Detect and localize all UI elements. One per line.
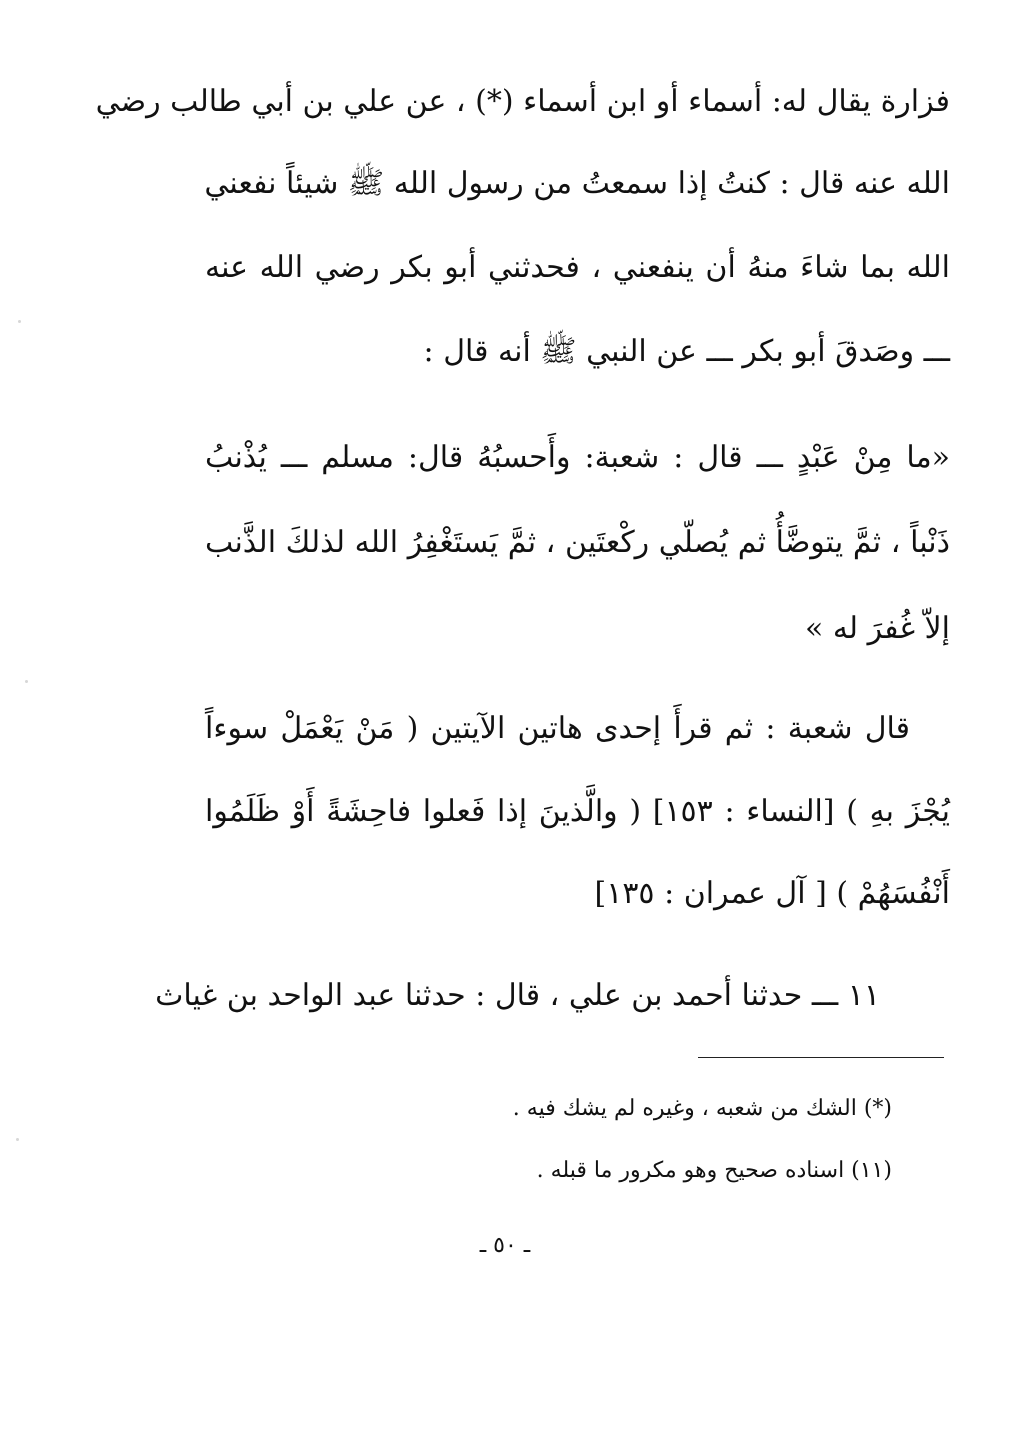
- paragraph-4-line-1: ١١ ـــ حدثنا أحمد بن علي ، قال : حدثنا عبد الواحد بن غياث: [155, 978, 880, 1013]
- scan-speck: [25, 680, 28, 683]
- footnote-1: (*) الشك من شعبه ، وغيره لم يشك فيه .: [512, 1096, 892, 1121]
- paragraph-2-line-3: إلاّ غُفرَ له »: [804, 611, 950, 646]
- footnote-2: (١١) اسناده صحيح وهو مكرور ما قبله .: [536, 1158, 892, 1183]
- paragraph-3-line-2: يُجْزَ بهِ ) [النساء : ١٥٣] ( والَّذينَ إذا فَعلوا فاحِشَةً أَوْ ظَلَمُوا: [205, 794, 950, 829]
- footnote-separator: [698, 1057, 944, 1058]
- paragraph-1-line-3: الله بما شاءَ منهُ أن ينفعني ، فحدثني أبو بكر رضي الله عنه: [205, 250, 950, 285]
- paragraph-3-line-3: أَنْفُسَهُمْ ) [ آل عمران : ١٣٥]: [594, 876, 950, 911]
- page-number: ـ ٥٠ ـ: [479, 1233, 531, 1258]
- paragraph-1-line-1: فزارة يقال له: أسماء أو ابن أسماء (*) ، عن علي بن أبي طالب رضي: [95, 84, 950, 119]
- paragraph-1-line-2: الله عنه قال : كنتُ إذا سمعتُ من رسول الله ﷺ شيئاً نفعني: [204, 166, 950, 201]
- paragraph-2-line-1: «ما مِنْ عَبْدٍ ـــ قال : شعبة: وأَحسبُهُ قال: مسلم ـــ يُذْنبُ: [205, 440, 950, 475]
- scan-speck: [16, 1138, 19, 1141]
- paragraph-3-line-1: قال شعبة : ثم قرأَ إحدى هاتين الآيتين ( مَنْ يَعْمَلْ سوءاً: [205, 711, 910, 746]
- paragraph-2-line-2: ذَنْباً ، ثمَّ يتوضَّأُ ثم يُصلّي ركْعتَين ، ثمَّ يَستَغْفِرُ الله لذلكَ الذَّنب: [205, 525, 950, 560]
- scan-speck: [18, 320, 21, 323]
- paragraph-1-line-4: ـــ وصَدقَ أبو بكر ـــ عن النبي ﷺ أنه قال :: [423, 334, 950, 369]
